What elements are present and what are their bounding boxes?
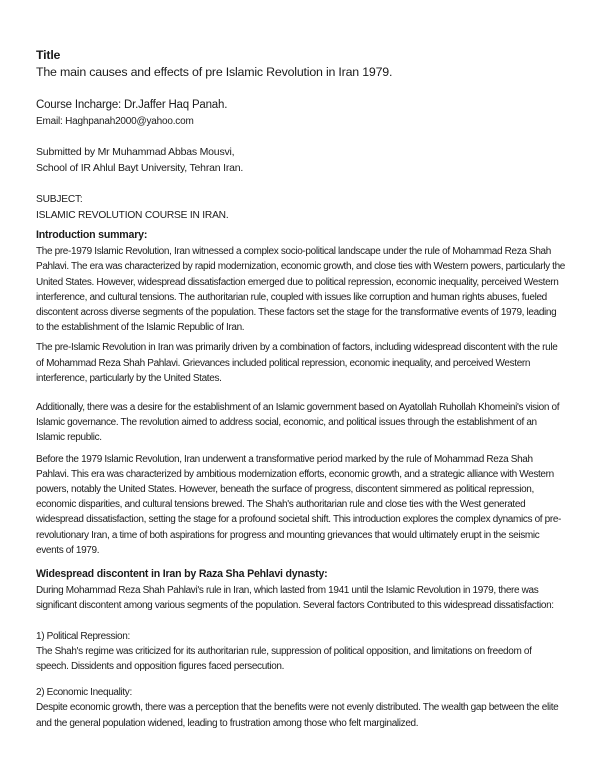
introduction-paragraph-3: Additionally, there was a desire for the establishment of an Islamic government based on Ayatollah Ruhollah Khomeini's vision of Islamic governance. The revolution aimed to address social, economic, and political issues through the establishment of an Islamic republic. — [36, 402, 560, 444]
introduction-paragraph-4: Before the 1979 Islamic Revolution, Iran underwent a transformative period marked by the rule of Mohammad Reza Shah Pahlavi. This era was characterized by ambitious modernization efforts, economic growth, and a strategic alliance with Western powers, notably the United States. However, beneath the surface of progress, discontent simmered as political repression, economic disparities, and cultural tensions brewed. The Shah's authoritarian rule and close ties with the West generated widespread dissatisfaction, setting the stage for a profound societal shift. This introduction explores the complex dynamics of pre-revolutionary Iran, a time of both aspirations for progress and mounting grievances that would ultimately erupt in the seismic events of 1979. — [36, 453, 562, 556]
discontent-section-heading: Widespread discontent in Iran by Raza Sha Pehlavi dynasty: — [36, 568, 328, 581]
course-incharge-line: Course Incharge: Dr.Jaffer Haq Panah. — [36, 99, 228, 111]
subject-line: ISLAMIC REVOLUTION COURSE IN IRAN. — [36, 209, 229, 221]
factor-2-heading: 2) Economic Inequality: — [36, 687, 132, 699]
factor-1-heading: 1) Political Repression: — [36, 630, 130, 642]
discontent-section-intro: During Mohammad Reza Shah Pahlavi's rule in Iran, which lasted from 1941 until the Islamic Revolution in 1979, there was significant discontent among various segments of the population. Several factors Contributed to this widespread dissatisfaction: — [36, 585, 554, 612]
introduction-heading: Introduction summary: — [36, 229, 148, 241]
submitted-by-line: Submitted by Mr Muhammad Abbas Mousvi, — [36, 146, 235, 158]
factor-1-text: The Shah's regime was criticized for its authoritarian rule, suppression of political opposition, and limitations on freedom of speech. Dissidents and opposition figures faced persecution. — [36, 645, 532, 673]
factor-2-text: Despite economic growth, there was a perception that the benefits were not evenly distributed. The wealth gap between the elite and the general population widened, leading to frustration among those who felt marginalized. — [36, 702, 559, 729]
introduction-paragraph-1: The pre-1979 Islamic Revolution, Iran witnessed a complex socio-political landscape under the rule of Mohammad Reza Shah Pahlavi. The era was characterized by rapid modernization, economic growth, and close ties with Western powers, particularly the United States. However, widespread dissatisfaction emerged due to political repression, economic inequality, perceived Western interference, and cultural tensions. The authoritarian rule, coupled with issues like corruption and human rights abuses, fueled discontent across diverse segments of the population. These factors set the stage for the transformative events of 1979, leading to the establishment of the Islamic Republic of Iran. — [36, 246, 565, 334]
introduction-paragraph-2: The pre-Islamic Revolution in Iran was primarily driven by a combination of factors, including widespread discontent with the rule of Mohammad Reza Shah Pahlavi. Grievances included political repression, economic inequality, and perceived Western interference, particularly by the United States. — [36, 342, 558, 384]
school-line: School of IR Ahlul Bayt University, Tehran Iran. — [36, 161, 244, 174]
document-title: The main causes and effects of pre Islamic Revolution in Iran 1979. — [36, 65, 393, 79]
document-title-label: Title — [36, 48, 61, 62]
subject-label: SUBJECT: — [36, 194, 83, 205]
email-line: Email: Haghpanah2000@yahoo.com — [36, 116, 194, 127]
